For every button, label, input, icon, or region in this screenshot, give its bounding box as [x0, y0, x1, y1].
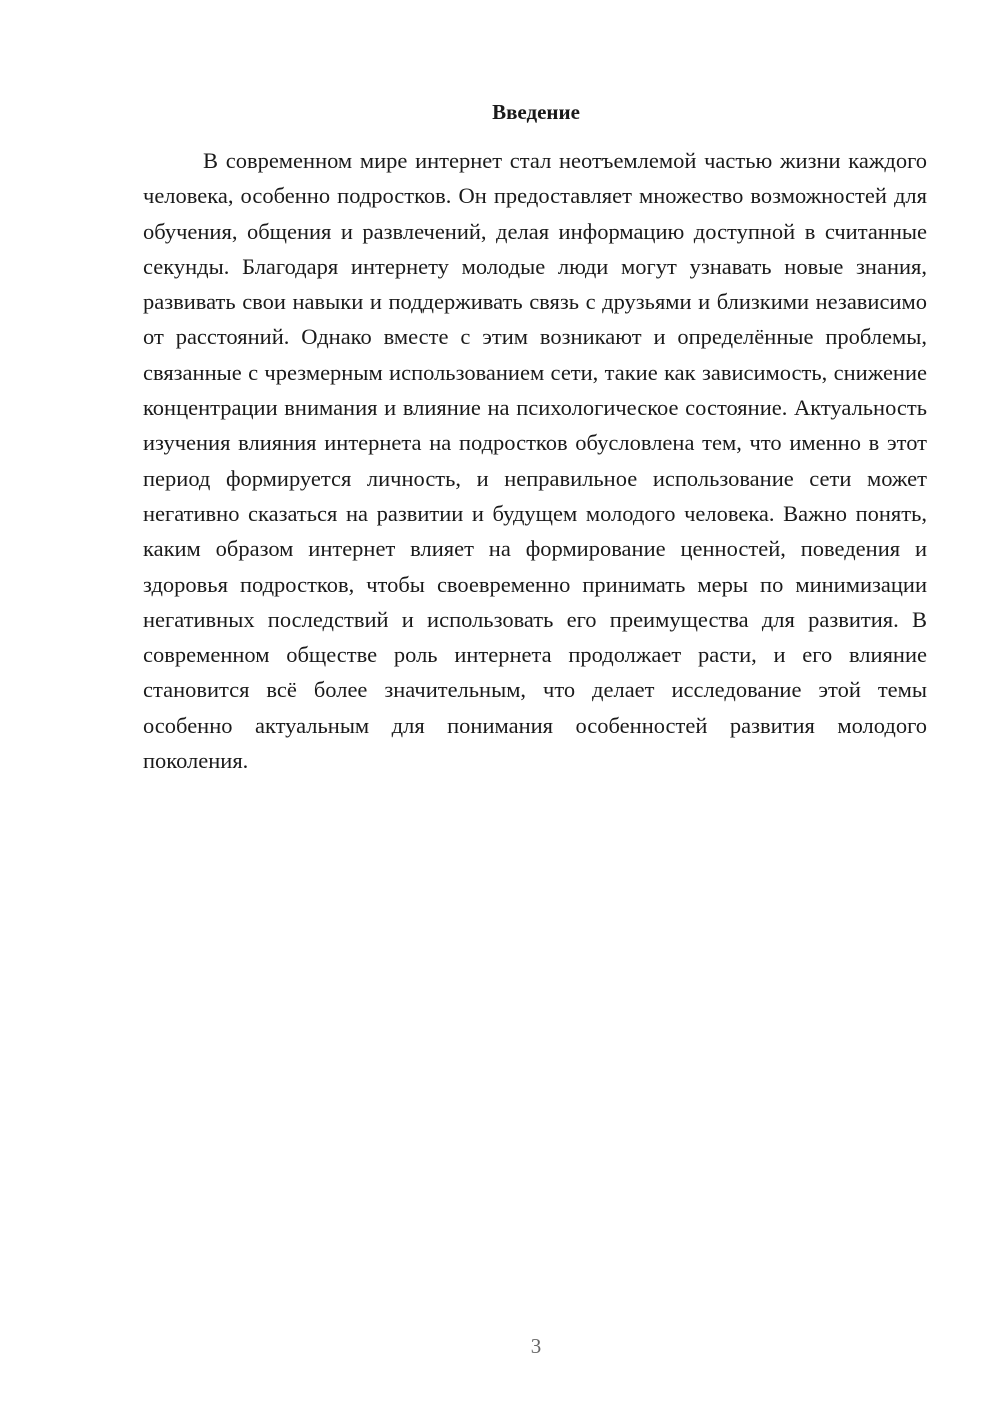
- page-number: 3: [530, 1334, 542, 1358]
- body-paragraph: В современном мире интернет стал неотъемлемой частью жизни каждого человека, особенно подростков. Он предоставляет множество возможностей для обучения, общения и развлечений, делая информацию доступной в считанные секунды. Благодаря интернету молодые люди могут узнавать новые знания, развивать свои навыки и поддерживать связь с друзьями и близкими независимо от расстояний. Однако вместе с этим возникают и определённые проблемы, связанные с чрезмерным использованием сети, такие как зависимость, снижение концентрации внимания и влияние на психологическое состояние. Актуальность изучения влияния интернета на подростков обусловлена тем, что именно в этот период формируется личность, и неправильное использование сети может негативно сказаться на развитии и будущем молодого человека. Важно понять, каким образом интернет влияет на формирование ценностей, поведения и здоровья подростков, чтобы своевременно принимать меры по минимизации негативных последствий и использовать его преимущества для развития. В современном обществе роль интернета продолжает расти, и его влияние становится всё более значительным, что делает исследование этой темы особенно актуальным для понимания особенностей развития молодого поколения.: [143, 148, 927, 774]
- section-heading: Введение: [492, 100, 580, 124]
